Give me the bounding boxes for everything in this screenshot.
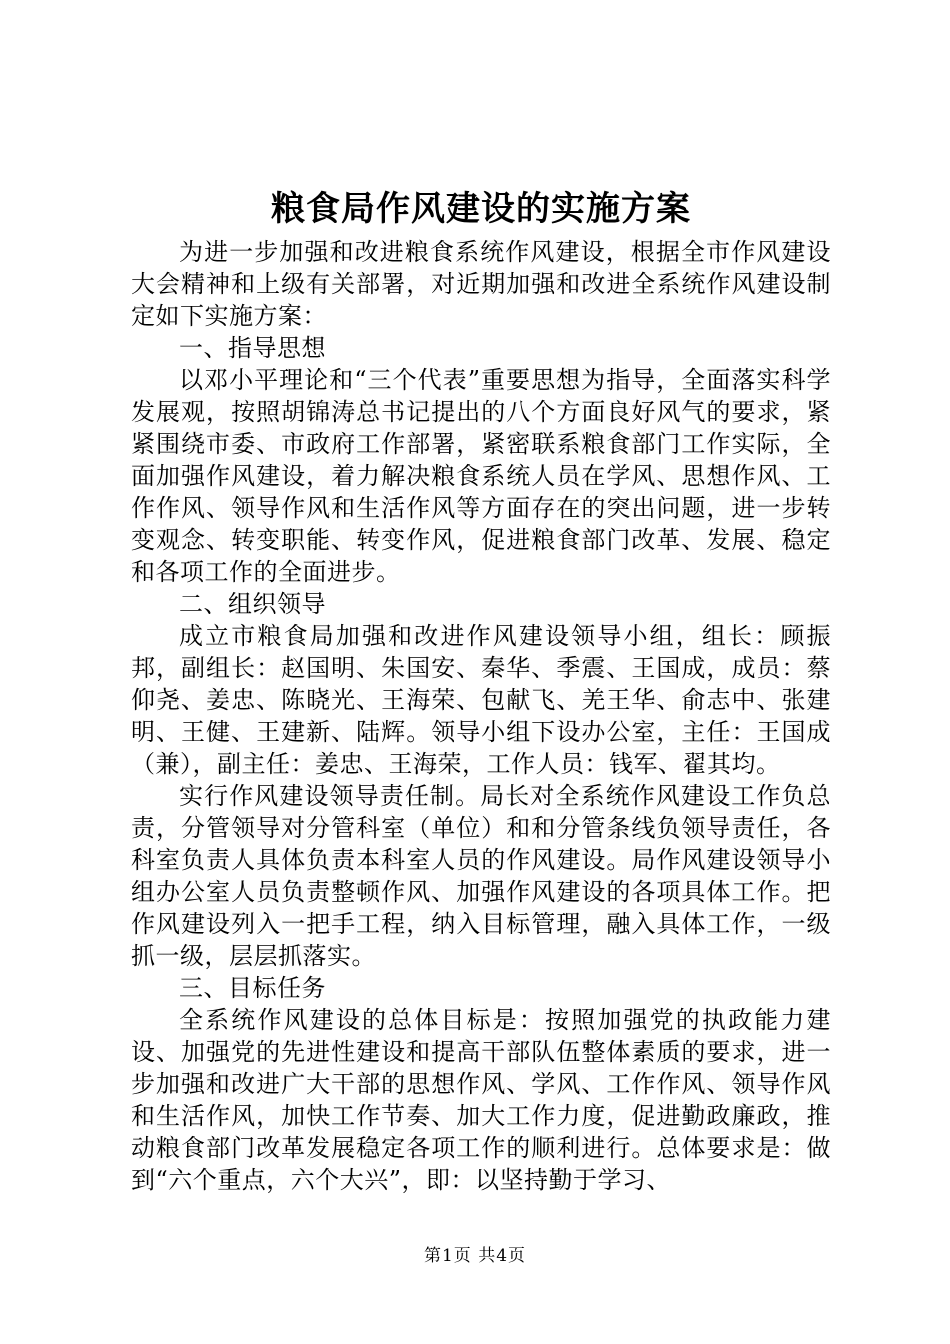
section-heading-organization: 二、组织领导 [179, 590, 326, 618]
page-footer: 第1页 共4页 [423, 1246, 527, 1266]
organization-paragraph-members: 成立市粮食局加强和改进作风建设领导小组，组长：顾振邦，副组长：赵国明、朱国安、秦华、季震、王国成，成员：蔡仰尧、姜忠、陈晓光、王海荣、包献飞、羌王华、俞志中、张建明、王健、王建新、陆辉。领导小组下设办公室，主任：王国成（兼），副主任：姜忠、王海荣，工作人员：钱军、翟其均。 [131, 622, 831, 778]
guiding-ideology-paragraph: 以邓小平理论和“三个代表”重要思想为指导，全面落实科学发展观，按照胡锦涛总书记提出的八个方面良好风气的要求，紧紧围绕市委、市政府工作部署，紧密联系粮食部门工作实际，全面加强作风建设，着力解决粮食系统人员在学风、思想作风、工作作风、领导作风和生活作风等方面存在的突出问题，进一步转变观念、转变职能、转变作风，促进粮食部门改革、发展、稳定和各项工作的全面进步。 [131, 366, 831, 586]
section-heading-goals: 三、目标任务 [179, 974, 326, 1002]
goals-paragraph: 全系统作风建设的总体目标是：按照加强党的执政能力建设、加强党的先进性建设和提高干部队伍整体素质的要求，进一步加强和改进广大干部的思想作风、学风、工作作风、领导作风和生活作风，加快工作节奏、加大工作力度，促进勤政廉政，推动粮食部门改革发展稳定各项工作的顺利进行。总体要求是：做到“六个重点，六个大兴”，即：以坚持勤于学习、 [131, 1006, 831, 1194]
intro-paragraph: 为进一步加强和改进粮食系统作风建设，根据全市作风建设大会精神和上级有关部署，对近期加强和改进全系统作风建设制定如下实施方案： [131, 238, 831, 330]
organization-paragraph-responsibility: 实行作风建设领导责任制。局长对全系统作风建设工作负总责，分管领导对分管科室（单位）和和分管条线负领导责任，各科室负责人具体负责本科室人员的作风建设。局作风建设领导小组办公室人员负责整顿作风、加强作风建设的各项具体工作。把作风建设列入一把手工程，纳入目标管理，融入具体工作，一级抓一级，层层抓落实。 [131, 782, 831, 970]
document-title: 粮食局作风建设的实施方案 [271, 189, 691, 229]
section-heading-guiding-ideology: 一、指导思想 [179, 334, 326, 362]
document-page [131, 184, 831, 1196]
